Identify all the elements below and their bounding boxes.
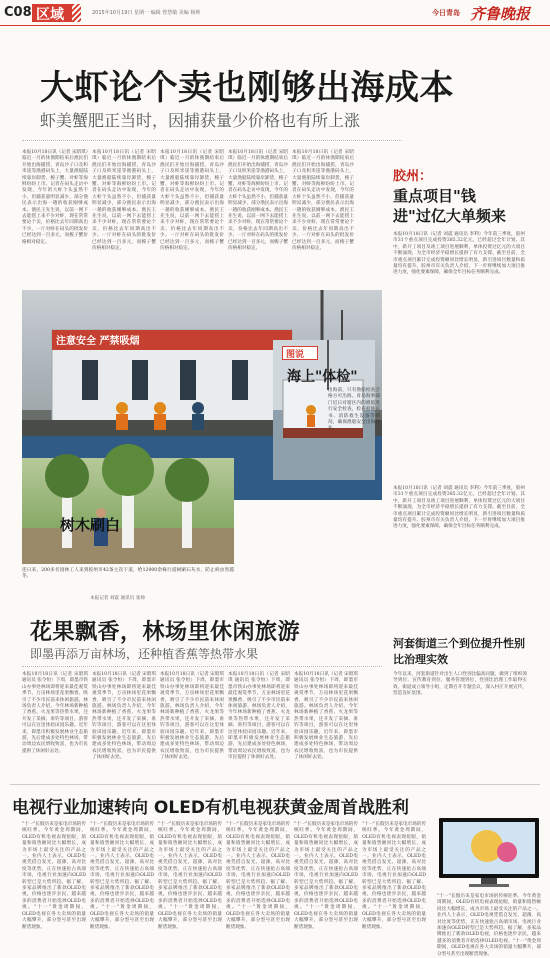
jiaozhou-label: 胶州： <box>393 169 433 184</box>
forest-title: 花果飘香，林场里休闲旅游 <box>30 620 301 645</box>
hetao-headline: 河套街道三个到位提升性别比治理实效 <box>393 637 525 666</box>
lead-title: 大虾论个卖也刚够出海成本 <box>40 68 454 108</box>
tree-photo <box>22 458 234 564</box>
lead-subtitle: 虾美蟹肥正当时，因捕获量少价格也有所上涨 <box>40 111 361 130</box>
forest-body-col1: 本报10月18日讯（记者 宋昭琪 通讯员 张令恒）下周，即墨市铁山办事处林场即将迎来最佳观赏季节，万亩林场里花果飘香，吸引了不少市民前来休闲旅游。林场负责人介绍，今年林场新种植了香蕉、火龙果等热带水果，还开发了采摘、垂钓等项目，游客可以在这里体验田园乐趣。近年来，即墨市积极发展林业生态旅游，先后建成多处特色林场，带动周边农民增收致富，也为市民提供了休闲好去处。 <box>22 672 88 754</box>
forest-body-col5: 本报10月18日讯（记者 宋昭琪 通讯员 张令恒）下周，即墨市铁山办事处林场即将迎来最佳观赏季节，万亩林场里花果飘香，吸引了不少市民前来休闲旅游。林场负责人介绍，今年林场新种植了香蕉、火龙果等热带水果，还开发了采摘、垂钓等项目，游客可以在这里体验田园乐趣。近年来，即墨市积极发展林业生态旅游，先后建成多处特色林场，带动周边农民增收致富，也为市民提供了休闲好去处。 <box>294 672 358 761</box>
oled-body-col3: "十一"长假历来是家电市场的传统旺季。今年黄金周期间，OLED有机电视表现抢眼，销量和销售额同比大幅增长，成为市场上最受关注的产品之一。业内人士表示，OLED电视凭借自发光、超薄、高对比度等优势，正在快速抢占高端市场，电视行业加速向OLED转型已是大势所趋。据了解，多家品牌推出了新款OLED电视，价格也逐步亲民，越来越多的消费者开始选择OLED电视。"十一"黄金周期间，OLED电视在各大卖场的销量大幅攀升，部分型号甚至出现断货现象。 <box>158 822 222 930</box>
masthead-rule <box>0 25 550 26</box>
lead-body-col3: 本报10月18日讯（记者 宋昭琪）临近一月的休渔期结束后渔民们开始出海捕捞，青岛沙子口及积米崖等渔港码头上，大量渔船陆续靠岸卸货，梭子蟹、对虾等海鲜纷纷上市。记者在码头走访中发现，今年的大虾个头虽然不小，但捕获量明显减少，部分渔民表示出海一趟的收获刚够成本。渔民王先生说，以前一网下去能捞上来不少对虾，现在常常要论个卖，价格比去年同期高出不少。一斤对虾在码头的批发价已经达到一百多元，而梭子蟹价格相对稳定。 <box>160 150 224 252</box>
forest-body-col2: 本报10月18日讯（记者 宋昭琪 通讯员 张令恒）下周，即墨市铁山办事处林场即将迎来最佳观赏季节，万亩林场里花果飘香，吸引了不少市民前来休闲旅游。林场负责人介绍，今年林场新种植了香蕉、火龙果等热带水果，还开发了采摘、垂钓等项目，游客可以在这里体验田园乐趣。近年来，即墨市积极发展林业生态旅游，先后建成多处特色林场，带动周边农民增收致富，也为市民提供了休闲好去处。 <box>92 672 156 761</box>
forest-divider <box>22 666 382 667</box>
oled-top-rule <box>10 784 540 785</box>
oled-body-col6: "十一"长假历来是家电市场的传统旺季。今年黄金周期间，OLED有机电视表现抢眼，销量和销售额同比大幅增长，成为市场上最受关注的产品之一。业内人士表示，OLED电视凭借自发光、超薄、高对比度等优势，正在快速抢占高端市场，电视行业加速向OLED转型已是大势所趋。据了解，多家品牌推出了新款OLED电视，价格也逐步亲民，越来越多的消费者开始选择OLED电视。"十一"黄金周期间，OLED电视在各大卖场的销量大幅攀升，部分型号甚至出现断货现象。 <box>362 822 426 930</box>
oled-body-col2: "十一"长假历来是家电市场的传统旺季。今年黄金周期间，OLED有机电视表现抢眼，销量和销售额同比大幅增长，成为市场上最受关注的产品之一。业内人士表示，OLED电视凭借自发光、超薄、高对比度等优势，正在快速抢占高端市场，电视行业加速向OLED转型已是大势所趋。据了解，多家品牌推出了新款OLED电视，价格也逐步亲民，越来越多的消费者开始选择OLED电视。"十一"黄金周期间，OLED电视在各大卖场的销量大幅攀升，部分型号甚至出现断货现象。 <box>90 822 154 930</box>
lead-body-col2: 本报10月18日讯（记者 宋昭琪）临近一月的休渔期结束后渔民们开始出海捕捞，青岛沙子口及积米崖等渔港码头上，大量渔船陆续靠岸卸货，梭子蟹、对虾等海鲜纷纷上市。记者在码头走访中发现，今年的大虾个头虽然不小，但捕获量明显减少，部分渔民表示出海一趟的收获刚够成本。渔民王先生说，以前一网下去能捞上来不少对虾，现在常常要论个卖，价格比去年同期高出不少。一斤对虾在码头的批发价已经达到一百多元，而梭子蟹价格相对稳定。 <box>92 150 156 252</box>
brand-small: 今日青岛 <box>432 9 460 17</box>
hetao-body: 今年以来，河套街道针对出生人口性别比偏高问题，做到了组织领导到位、宣传教育到位、服务管理到位，性别比治理工作取得实效。街道成立领导小组，定期召开专题会议，深入村庄开展宣传，营造良好氛围。 <box>393 672 527 697</box>
jiaozhou-body-b: 本报10月18日讯（记者 刘震 通讯员 李利）今年前三季度，胶州市31个重点项目完成投资385.32亿元，已经超过全年计划。其中，新开工项目及竣工项目进展顺利，单体投资过亿元的大项目不断涌现，为全市经济平稳增长提供了有力支撑。截至目前，全市重点项目累计完成投资额同比增长明显，新引进项目数量和质量均有提升。胶州市有关负责人介绍，下一步将继续加大项目推进力度，强化要素保障，确保全年目标任务顺利完成。 <box>393 486 525 530</box>
oled-title: 电视行业加速转向 OLED有机电视获黄金周首战胜利 <box>12 798 409 818</box>
oled-body-col4: "十一"长假历来是家电市场的传统旺季。今年黄金周期间，OLED有机电视表现抢眼，销量和销售额同比大幅增长，成为市场上最受关注的产品之一。业内人士表示，OLED电视凭借自发光、超薄、高对比度等优势，正在快速抢占高端市场，电视行业加速向OLED转型已是大势所趋。据了解，多家品牌推出了新款OLED电视，价格也逐步亲民，越来越多的消费者开始选择OLED电视。"十一"黄金周期间，OLED电视在各大卖场的销量大幅攀升，部分型号甚至出现断货现象。 <box>226 822 290 930</box>
tv-illustration <box>437 812 541 892</box>
harbor-caption-body: 出海前，只有渔船检查合格方可出海。青岛海事部门近日对辖区内的渔船进行安全检查，检查船舶证书、消防救生设备等情况，确保渔船安全出海作业。 <box>328 388 380 432</box>
oled-body-col1: "十一"长假历来是家电市场的传统旺季。今年黄金周期间，OLED有机电视表现抢眼，销量和销售额同比大幅增长，成为市场上最受关注的产品之一。业内人士表示，OLED电视凭借自发光、超薄、高对比度等优势，正在快速抢占高端市场，电视行业加速向OLED转型已是大势所趋。据了解，多家品牌推出了新款OLED电视，价格也逐步亲民，越来越多的消费者开始选择OLED电视。"十一"黄金周期间，OLED电视在各大卖场的销量大幅攀升，部分型号甚至出现断货现象。 <box>22 822 86 930</box>
tree-caption-body: 连日来，200多名园林工人来到胶州市42条主次干道，给12000余株行道树刷石灰水，防止病虫害越冬。 <box>22 568 234 580</box>
date-line: 2015年10月19日 星期一 编辑 曾慧敏 美编 杨帅 <box>92 10 201 16</box>
oled-tv-image <box>437 812 541 892</box>
tree-illustration <box>22 458 234 564</box>
oled-body-col5: "十一"长假历来是家电市场的传统旺季。今年黄金周期间，OLED有机电视表现抢眼，销量和销售额同比大幅增长，成为市场上最受关注的产品之一。业内人士表示，OLED电视凭借自发光、超薄、高对比度等优势，正在快速抢占高端市场，电视行业加速向OLED转型已是大势所趋。据了解，多家品牌推出了新款OLED电视，价格也逐步亲民，越来越多的消费者开始选择OLED电视。"十一"黄金周期间，OLED电视在各大卖场的销量大幅攀升，部分型号甚至出现断货现象。 <box>294 822 358 930</box>
section-name: 区域 <box>36 7 64 23</box>
forest-body-col4: 本报10月18日讯（记者 宋昭琪 通讯员 张令恒）下周，即墨市铁山办事处林场即将迎来最佳观赏季节，万亩林场里花果飘香，吸引了不少市民前来休闲旅游。林场负责人介绍，今年林场新种植了香蕉、火龙果等热带水果，还开发了采摘、垂钓等项目，游客可以在这里体验田园乐趣。近年来，即墨市积极发展林业生态旅游，先后建成多处特色林场，带动周边农民增收致富，也为市民提供了休闲好去处。 <box>228 672 290 761</box>
page-number: C08 <box>4 5 32 20</box>
oled-body-col7: "十一"长假历来是家电市场的传统旺季。今年黄金周期间，OLED有机电视表现抢眼，销量和销售额同比大幅增长，成为市场上最受关注的产品之一。业内人士表示，OLED电视凭借自发光、超薄、高对比度等优势，正在快速抢占高端市场，电视行业加速向OLED转型已是大势所趋。据了解，多家品牌推出了新款OLED电视，价格也逐步亲民，越来越多的消费者开始选择OLED电视。"十一"黄金周期间，OLED电视在各大卖场的销量大幅攀升，部分型号甚至出现断货现象。 <box>437 894 541 957</box>
tree-credit: 本报记者 刘震 通讯员 张帅 <box>90 596 145 601</box>
brand-logo: 齐鲁晚报 <box>470 5 531 23</box>
lead-body-col4: 本报10月18日讯（记者 宋昭琪）临近一月的休渔期结束后渔民们开始出海捕捞，青岛沙子口及积米崖等渔港码头上，大量渔船陆续靠岸卸货，梭子蟹、对虾等海鲜纷纷上市。记者在码头走访中发现，今年的大虾个头虽然不小，但捕获量明显减少，部分渔民表示出海一趟的收获刚够成本。渔民王先生说，以前一网下去能捞上来不少对虾，现在常常要论个卖，价格比去年同期高出不少。一斤对虾在码头的批发价已经达到一百多元，而梭子蟹价格相对稳定。 <box>228 150 288 252</box>
section-stripe <box>72 4 81 22</box>
ship-banner-text: 注意安全 严禁吸烟 <box>56 336 140 347</box>
photo-tag: 图说 <box>286 350 305 360</box>
tree-caption-title: 树木刷白 <box>60 516 121 534</box>
jiaozhou-headline: 重点项目"钱进"过亿大单频来 <box>393 187 506 225</box>
forest-body-col3: 本报10月18日讯（记者 宋昭琪 通讯员 张令恒）下周，即墨市铁山办事处林场即将迎来最佳观赏季节，万亩林场里花果飘香，吸引了不少市民前来休闲旅游。林场负责人介绍，今年林场新种植了香蕉、火龙果等热带水果，还开发了采摘、垂钓等项目，游客可以在这里体验田园乐趣。近年来，即墨市积极发展林业生态旅游，先后建成多处特色林场，带动周边农民增收致富，也为市民提供了休闲好去处。 <box>160 672 224 761</box>
harbor-caption-title: 海上"体检" <box>287 369 358 385</box>
lead-body-col1: 本报10月18日讯（记者 宋昭琪）临近一月的休渔期结束后渔民们开始出海捕捞，青岛沙子口及积米崖等渔港码头上，大量渔船陆续靠岸卸货，梭子蟹、对虾等海鲜纷纷上市。记者在码头走访中发现，今年的大虾个头虽然不小，但捕获量明显减少，部分渔民表示出海一趟的收获刚够成本。渔民王先生说，以前一网下去能捞上来不少对虾，现在常常要论个卖，价格比去年同期高出不少。一斤对虾在码头的批发价已经达到一百多元，而梭子蟹价格相对稳定。 <box>22 150 88 245</box>
forest-subtitle: 即墨再添万亩林场，还种植香蕉等热带水果 <box>30 647 259 661</box>
divider-dots <box>22 140 402 141</box>
lead-body-col5: 本报10月18日讯（记者 宋昭琪）临近一月的休渔期结束后渔民们开始出海捕捞，青岛沙子口及积米崖等渔港码头上，大量渔船陆续靠岸卸货，梭子蟹、对虾等海鲜纷纷上市。记者在码头走访中发现，今年的大虾个头虽然不小，但捕获量明显减少，部分渔民表示出海一趟的收获刚够成本。渔民王先生说，以前一网下去能捞上来不少对虾，现在常常要论个卖，价格比去年同期高出不少。一斤对虾在码头的批发价已经达到一百多元，而梭子蟹价格相对稳定。 <box>292 150 354 252</box>
masthead <box>0 0 550 30</box>
jiaozhou-body-a: 本报10月18日讯（记者 刘震 通讯员 李利）今年前三季度，胶州市31个重点项目完成投资385.32亿元，已经超过全年计划。其中，新开工项目及竣工项目进展顺利，单体投资过亿元的大项目不断涌现，为全市经济平稳增长提供了有力支撑。截至目前，全市重点项目累计完成投资额同比增长明显，新引进项目数量和质量均有提升。胶州市有关负责人介绍，下一步将继续加大项目推进力度，强化要素保障，确保全年目标任务顺利完成。 <box>393 232 525 276</box>
